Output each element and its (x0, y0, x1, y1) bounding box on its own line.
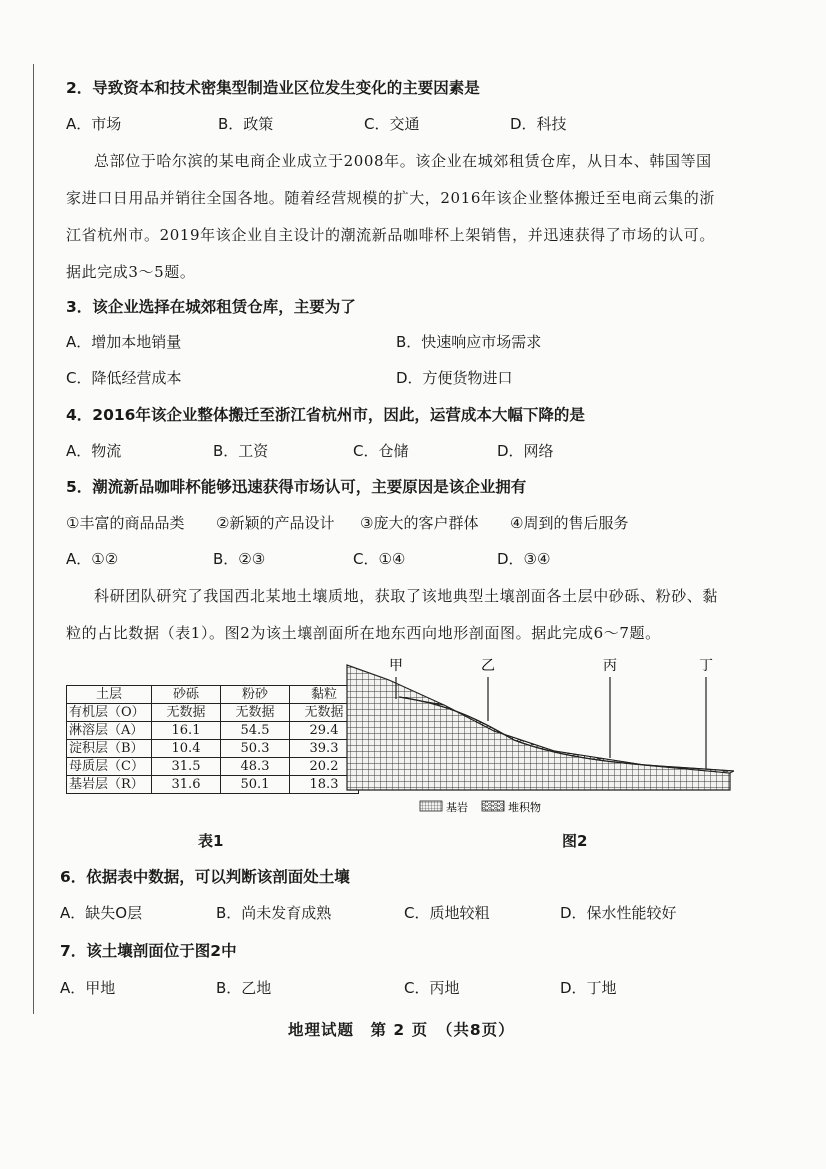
table-cell: 48.3 (221, 758, 290, 776)
q4-stem: 4．2016年该企业整体搬迁至浙江省杭州市，因此，运营成本大幅下降的是 (66, 406, 585, 424)
q7-option-c[interactable]: C．丙地 (404, 979, 460, 997)
table-row (67, 704, 359, 722)
q3-option-b[interactable]: B．快速响应市场需求 (396, 333, 542, 351)
q5-option-c[interactable]: C．①④ (353, 550, 406, 568)
q5-option-b[interactable]: B．②③ (213, 550, 266, 568)
table-cell: 50.3 (221, 740, 290, 758)
table-header-silt: 粉砂 (221, 686, 290, 704)
q4-option-b[interactable]: B．工资 (213, 442, 269, 460)
q6-option-b[interactable]: B．尚未发育成熟 (216, 904, 332, 922)
site-label-ding: 丁 (699, 658, 713, 674)
q7-option-d[interactable]: D．丁地 (560, 979, 617, 997)
table-cell: 29.4 (290, 722, 359, 740)
table-row (67, 758, 359, 776)
q3-stem: 3．该企业选择在城郊租赁仓库，主要为了 (66, 298, 356, 316)
table-cell: 淀积层（B） (67, 740, 152, 758)
table-cell: 54.5 (221, 722, 290, 740)
q6-option-a[interactable]: A．缺失O层 (60, 904, 143, 922)
bedrock-layer (347, 665, 730, 790)
q2-option-a[interactable]: A．市场 (66, 115, 122, 133)
table-header-layer: 土层 (67, 686, 152, 704)
table-caption: 表1 (198, 832, 224, 850)
figure-caption: 图2 (562, 832, 588, 850)
table-cell: 18.3 (290, 776, 359, 794)
q5-option-d[interactable]: D．③④ (497, 550, 551, 568)
q2-option-c[interactable]: C．交通 (364, 115, 420, 133)
table-cell: 无数据 (221, 704, 290, 722)
passage2-line-2: 粒的占比数据（表1）。图2为该土壤剖面所在地东西向地形剖面图。据此完成6～7题。 (66, 624, 661, 642)
q5-option-a[interactable]: A．①② (66, 550, 119, 568)
table-row (67, 740, 359, 758)
legend-debris-swatch (482, 801, 504, 811)
q3-option-d[interactable]: D．方便货物进口 (396, 369, 513, 387)
table-cell: 母质层（C） (67, 758, 152, 776)
table-cell: 有机层（O） (67, 704, 152, 722)
q4-option-a[interactable]: A．物流 (66, 442, 122, 460)
table-row (67, 776, 359, 794)
table-cell: 39.3 (290, 740, 359, 758)
table-cell: 31.5 (152, 758, 221, 776)
q6-option-c[interactable]: C．质地较粗 (404, 904, 490, 922)
q3-option-a[interactable]: A．增加本地销量 (66, 333, 182, 351)
q3-option-c[interactable]: C．降低经营成本 (66, 369, 182, 387)
q2-stem: 2．导致资本和技术密集型制造业区位发生变化的主要因素是 (66, 79, 480, 97)
q7-option-b[interactable]: B．乙地 (216, 979, 272, 997)
q5-item-1: ①丰富的商品品类 (66, 514, 185, 532)
q2-option-d[interactable]: D．科技 (510, 115, 567, 133)
table-cell: 31.6 (152, 776, 221, 794)
q7-stem: 7．该土壤剖面位于图2中 (60, 942, 237, 960)
soil-table (66, 685, 359, 794)
q6-option-d[interactable]: D．保水性能较好 (560, 904, 677, 922)
table-cell: 10.4 (152, 740, 221, 758)
q4-option-c[interactable]: C．仓储 (353, 442, 409, 460)
q5-item-3: ③庞大的客户群体 (360, 514, 479, 532)
passage1-line-3: 江省杭州市。2019年该企业自主设计的潮流新品咖啡杯上架销售，并迅速获得了市场的认可。 (66, 226, 715, 244)
table-header-clay: 黏粒 (290, 686, 359, 704)
table-cell: 淋溶层（A） (67, 722, 152, 740)
table-cell: 16.1 (152, 722, 221, 740)
site-label-bing: 丙 (603, 658, 617, 674)
page-footer: 地理试题 第 2 页 （共8页） (288, 1021, 515, 1039)
q5-item-2: ②新颖的产品设计 (216, 514, 335, 532)
q2-option-b[interactable]: B．政策 (218, 115, 274, 133)
table-cell: 基岩层（R） (67, 776, 152, 794)
table-cell: 20.2 (290, 758, 359, 776)
q5-stem: 5．潮流新品咖啡杯能够迅速获得市场认可，主要原因是该企业拥有 (66, 478, 527, 496)
table-header-gravel: 砂砾 (152, 686, 221, 704)
terrain-profile-figure (344, 655, 734, 820)
q6-stem: 6．依据表中数据，可以判断该剖面处土壤 (60, 868, 350, 886)
q7-option-a[interactable]: A．甲地 (60, 979, 116, 997)
table-cell: 50.1 (221, 776, 290, 794)
q5-item-4: ④周到的售后服务 (510, 514, 629, 532)
site-label-jia: 甲 (389, 658, 403, 674)
passage1-line-1: 总部位于哈尔滨的某电商企业成立于2008年。该企业在城郊租赁仓库，从日本、韩国等国 (94, 152, 712, 170)
passage1-line-2: 家进口日用品并销往全国各地。随着经营规模的扩大，2016年该企业整体搬迁至电商云集的浙 (66, 189, 715, 207)
table-cell: 无数据 (290, 704, 359, 722)
legend-debris-label: 堆积物 (508, 801, 541, 814)
legend-bedrock-swatch (420, 801, 442, 811)
passage1-line-4: 据此完成3～5题。 (66, 263, 196, 281)
site-label-yi: 乙 (481, 658, 495, 674)
table-cell: 无数据 (152, 704, 221, 722)
q4-option-d[interactable]: D．网络 (497, 442, 554, 460)
table-row (67, 722, 359, 740)
margin-line (33, 64, 34, 1014)
passage2-line-1: 科研团队研究了我国西北某地土壤质地，获取了该地典型土壤剖面各土层中砂砾、粉砂、黏 (94, 587, 719, 605)
legend-bedrock-label: 基岩 (446, 801, 468, 814)
